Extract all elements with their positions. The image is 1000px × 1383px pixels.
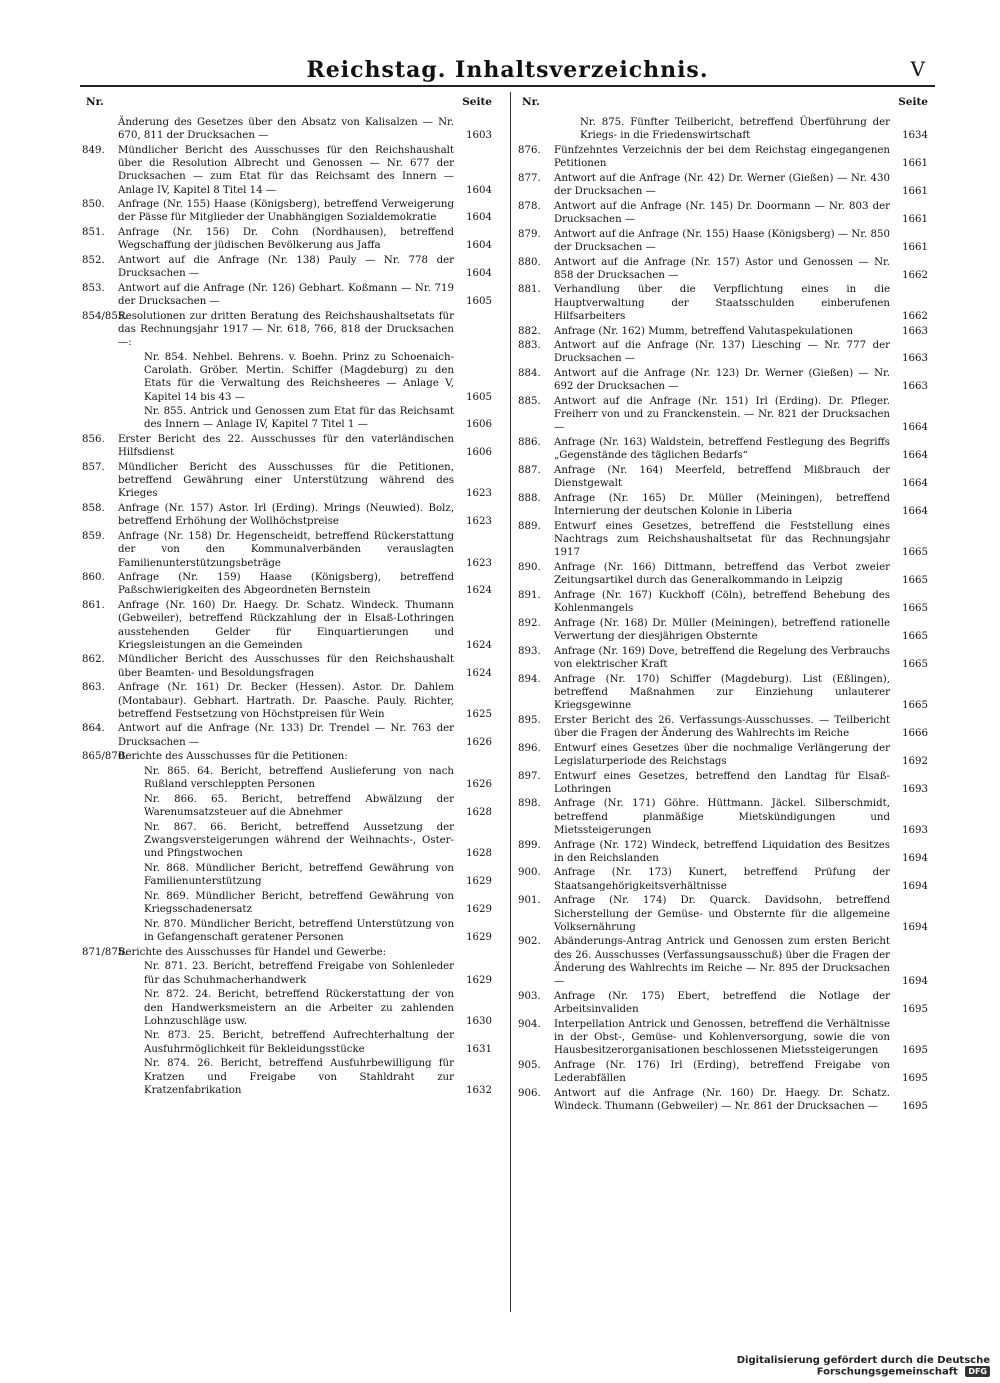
entry-page: 1625 xyxy=(466,708,492,720)
entry-text: Anfrage (Nr. 158) Dr. Hegenscheidt, betreffend Rückerstattung der von den Kommunalverbänden verauslagten Familienunterstützungsbeträge xyxy=(118,531,454,569)
toc-entry xyxy=(82,918,492,944)
entry-text: Nr. 855. Antrick und Genossen zum Etat für das Reichsamt des Innern — Anlage IV, Kapitel 7 Titel 1 — xyxy=(144,406,454,431)
entry-text: Anfrage (Nr. 157) Astor. Irl (Erding). Mrings (Neuwied). Bolz, betreffend Erhöhung der Wollhöchstpreise xyxy=(118,503,454,528)
entry-text: Nr. 874. 26. Bericht, betreffend Ausfuhrbewilligung für Kratzen und Freigabe von Stahldraht zur Kratzenfabrikation xyxy=(144,1058,454,1096)
toc-entry xyxy=(518,714,928,740)
toc-entry xyxy=(518,520,928,560)
toc-entry xyxy=(82,653,492,679)
toc-entry xyxy=(82,1029,492,1055)
entry-page: 1623 xyxy=(466,488,492,500)
entry-number: 902. xyxy=(518,936,541,948)
entry-text: Antwort auf die Anfrage (Nr. 126) Gebhart. Koßmann — Nr. 719 der Drucksachen — xyxy=(118,282,454,308)
entry-page: 1662 xyxy=(902,310,928,322)
entry-text: Nr. 873. 25. Bericht, betreffend Aufrechterhaltung der Ausfuhrmöglichkeit für Bekleidungsstücke xyxy=(144,1030,454,1055)
entry-text: Anfrage (Nr. 160) Dr. Haegy. Dr. Schatz. Windeck. Thumann (Gebweiler), betreffend Rückzahlung der in Elsaß-Lothringen ausstehenden Gelder für Einquartierungen und Kriegsleistungen an die Gemeinden xyxy=(118,600,454,651)
entry-number: 851. xyxy=(82,227,105,239)
entry-page: 1629 xyxy=(466,876,492,888)
toc-entry xyxy=(518,561,928,587)
entry-number: 899. xyxy=(518,839,541,851)
entry-text: Nr. 867. 66. Bericht, betreffend Aussetzung der Zwangsversteigerungen während der Weihnachts-, Oster- und Pfingstwochen xyxy=(144,821,454,860)
entry-text: Anfrage (Nr. 156) Dr. Cohn (Nordhausen), betreffend Wegschaffung der jüdischen Bevölkerung aus Jaffa xyxy=(118,227,454,252)
toc-entry xyxy=(518,367,928,393)
entry-text: Anfrage (Nr. 159) Haase (Königsberg), betreffend Paßschwierigkeiten des Abgeordneten Bernstein xyxy=(118,572,454,597)
entry-text: Anfrage (Nr. 169) Dove, betreffend die Regelung des Verbrauchs von elektrischer Kraft xyxy=(554,645,890,670)
entry-text: Anfrage (Nr. 174) Dr. Quarck. Davidsohn, betreffend Sicherstellung der Gemüse- und Obsternte für die allgemeine Volksernährung xyxy=(554,895,890,933)
entry-text: Abänderungs-Antrag Antrick und Genossen zum ersten Bericht des 26. Ausschusses (Verfassungsausschuß) über die Fragen der Änderung des Wahlrechts im Reiche — Nr. 895 der Drucksachen — xyxy=(554,936,890,988)
entry-page: 1661 xyxy=(902,158,928,170)
entry-number: 860. xyxy=(82,572,105,584)
toc-entry xyxy=(518,116,928,142)
entry-text: Anfrage (Nr. 162) Mumm, betreffend Valutaspekulationen xyxy=(554,325,854,337)
entry-text: Anfrage (Nr. 166) Dittmann, betreffend das Verbot zweier Zeitungsartikel durch das Generalkommando in Leipzig xyxy=(554,562,890,587)
entry-page: 1605 xyxy=(466,296,492,308)
entry-number: 853. xyxy=(82,282,105,294)
entry-page: 1694 xyxy=(902,976,928,988)
entry-page: 1661 xyxy=(902,241,928,253)
entry-text: Anfrage (Nr. 163) Waldstein, betreffend Festlegung des Begriffs „Gegenstände des täglichen Bedarfs“ xyxy=(554,437,890,462)
entry-number: 881. xyxy=(518,284,541,296)
entry-page: 1630 xyxy=(466,1015,492,1027)
right-column-header xyxy=(518,96,928,112)
entry-number: 894. xyxy=(518,673,541,685)
entry-page: 1629 xyxy=(466,974,492,986)
toc-entry xyxy=(82,226,492,252)
entry-page: 1626 xyxy=(466,736,492,748)
entry-text: Fünfzehntes Verzeichnis der bei dem Reichstag eingegangenen Petitionen xyxy=(554,144,890,170)
entry-page: 1692 xyxy=(902,755,928,767)
toc-entry xyxy=(518,144,928,170)
toc-entry xyxy=(518,770,928,796)
entry-text: Antwort auf die Anfrage (Nr. 157) Astor und Genossen — Nr. 858 der Drucksachen — xyxy=(554,256,890,281)
toc-entry xyxy=(518,325,928,338)
entry-number: 904. xyxy=(518,1018,541,1030)
entry-text: Anfrage (Nr. 176) Irl (Erding), betreffend Freigabe von Lederabfällen xyxy=(554,1059,890,1085)
entry-page: 1662 xyxy=(902,269,928,281)
toc-entry xyxy=(82,282,492,308)
entry-number: 886. xyxy=(518,437,541,449)
toc-entry xyxy=(518,673,928,713)
entry-number: 906. xyxy=(518,1087,541,1099)
toc-entry xyxy=(518,200,928,226)
toc-entry xyxy=(82,946,492,959)
entry-page: 1632 xyxy=(466,1084,492,1096)
entry-page: 1665 xyxy=(902,603,928,615)
entry-number: 887. xyxy=(518,465,541,477)
entry-text: Entwurf eines Gesetzes über die nochmalige Verlängerung der Legislaturperiode des Reichstags xyxy=(554,742,890,767)
entry-number: 888. xyxy=(518,492,541,504)
entry-number: 900. xyxy=(518,867,541,879)
entry-text: Berichte des Ausschusses für Handel und Gewerbe: xyxy=(118,946,387,958)
entry-text: Erster Bericht des 26. Verfassungs-Ausschusses. — Teilbericht über die Fragen der Änderung des Wahlrechts im Reiche xyxy=(554,714,890,739)
entry-page: 1665 xyxy=(902,700,928,712)
entry-number: 852. xyxy=(82,255,105,267)
entry-page: 1693 xyxy=(902,824,928,836)
entry-page: 1664 xyxy=(902,422,928,434)
toc-entry xyxy=(82,144,492,197)
entry-text: Nr. 865. 64. Bericht, betreffend Auslieferung von nach Rußland verschleppten Personen xyxy=(144,766,454,791)
page-title: Reichstag. Inhaltsverzeichnis. xyxy=(306,57,709,83)
entry-page: 1694 xyxy=(902,880,928,892)
entry-text: Interpellation Antrick und Genossen, betreffend die Verhältnisse in der Obst-, Gemüse- und Kohlenversorgung, sowie die von Hausbesitzerorganisationen beschlossenen Mietssteigerungen xyxy=(554,1018,890,1057)
entry-page: 1624 xyxy=(466,585,492,597)
entry-page: 1604 xyxy=(466,212,492,224)
entry-text: Nr. 854. Nehbel. Behrens. v. Boehn. Prinz zu Schoenaich-Carolath. Gröber. Mertin. Schiffer (Magdeburg) zu den Etats für die Verwaltung des Reichsheeres — Anlage V, Kapitel 14 bis 43 — xyxy=(144,351,454,403)
entry-text: Anfrage (Nr. 172) Windeck, betreffend Liquidation des Besitzes in den Reichslanden xyxy=(554,839,890,864)
entry-text: Resolutionen zur dritten Beratung des Reichshaushaltsetats für das Rechnungsjahr 1917 — Nr. 618, 766, 818 der Drucksachen —: xyxy=(118,310,454,349)
entry-text: Nr. 871. 23. Bericht, betreffend Freigabe von Sohlenleder für das Schuhmacherhandwerk xyxy=(144,961,454,986)
entry-text: Antwort auf die Anfrage (Nr. 138) Pauly — Nr. 778 der Drucksachen — xyxy=(118,255,454,280)
entry-text: Nr. 868. Mündlicher Bericht, betreffend Gewährung von Familienunterstützung xyxy=(144,862,454,888)
toc-entry xyxy=(518,645,928,671)
entry-page: 1693 xyxy=(902,783,928,795)
entry-text: Nr. 870. Mündlicher Bericht, betreffend Unterstützung von in Gefangenschaft geratener Personen xyxy=(144,918,454,943)
entry-page: 1665 xyxy=(902,631,928,643)
left-column xyxy=(82,96,492,1098)
entry-page: 1666 xyxy=(902,727,928,739)
entry-number: 896. xyxy=(518,742,541,754)
toc-entry xyxy=(518,839,928,865)
toc-entry xyxy=(518,1059,928,1085)
entry-number: 859. xyxy=(82,531,105,543)
toc-entry xyxy=(518,935,928,988)
entry-text: Anfrage (Nr. 173) Kunert, betreffend Prüfung der Staatsangehörigkeitsverhältnisse xyxy=(554,867,890,892)
entry-page: 1629 xyxy=(466,904,492,916)
entry-page: 1606 xyxy=(466,447,492,459)
entry-text: Entwurf eines Gesetzes, betreffend die Feststellung eines Nachtrags zum Reichshaushaltsetat für das Rechnungsjahr 1917 xyxy=(554,520,890,559)
entry-page: 1624 xyxy=(466,667,492,679)
toc-entry xyxy=(82,890,492,916)
entry-number: 890. xyxy=(518,562,541,573)
entry-page: 1604 xyxy=(466,268,492,280)
toc-entry xyxy=(518,395,928,435)
entry-page: 1695 xyxy=(902,1100,928,1112)
entry-page: 1604 xyxy=(466,240,492,252)
entry-number: 857. xyxy=(82,462,105,474)
toc-entry xyxy=(82,681,492,721)
toc-entry xyxy=(518,894,928,934)
entry-number: 892. xyxy=(518,617,541,629)
toc-entry xyxy=(82,722,492,748)
entry-page: 1664 xyxy=(902,450,928,462)
entry-text: Anfrage (Nr. 170) Schiffer (Magdeburg). List (Eßlingen), betreffend Maßnahmen zur Einziehung unlauterer Kriegsgewinne xyxy=(554,673,890,712)
entry-page: 1623 xyxy=(466,557,492,569)
toc-entry xyxy=(82,530,492,570)
entry-text: Nr. 866. 65. Bericht, betreffend Abwälzung der Warenumsatzsteuer auf die Abnehmer xyxy=(144,793,454,819)
entry-text: Anfrage (Nr. 168) Dr. Müller (Meiningen), betreffend rationelle Verwertung der diesjährigen Obsternte xyxy=(554,617,890,643)
entry-text: Mündlicher Bericht des Ausschusses für den Reichshaushalt über Beamten- und Besoldungsfragen xyxy=(118,654,454,679)
toc-entry xyxy=(82,988,492,1028)
entry-page: 1623 xyxy=(466,516,492,528)
entry-number: 876. xyxy=(518,144,541,156)
entry-text: Antwort auf die Anfrage (Nr. 133) Dr. Trendel — Nr. 763 der Drucksachen — xyxy=(118,723,454,748)
right-column xyxy=(518,96,928,1115)
toc-entry xyxy=(518,797,928,837)
entry-number: 889. xyxy=(518,520,541,532)
entry-page: 1665 xyxy=(902,575,928,587)
toc-entry xyxy=(82,310,492,350)
entry-number: 863. xyxy=(82,682,105,694)
entry-page: 1663 xyxy=(902,353,928,365)
page-header xyxy=(80,55,935,87)
entry-number: 849. xyxy=(82,144,105,156)
toc-entry xyxy=(518,436,928,462)
entry-page: 1605 xyxy=(466,391,492,403)
entry-text: Anfrage (Nr. 155) Haase (Königsberg), betreffend Verweigerung der Pässe für Mitglieder der Unabhängigen Sozialdemokratie xyxy=(118,199,454,224)
entry-number: 865/870. xyxy=(82,751,128,763)
entry-number: 861. xyxy=(82,600,105,612)
entry-page: 1631 xyxy=(466,1043,492,1055)
entry-number: 885. xyxy=(518,396,541,408)
toc-entry xyxy=(518,1018,928,1058)
seite-label: Seite xyxy=(462,96,492,108)
entry-text: Antwort auf die Anfrage (Nr. 155) Haase (Königsberg) — Nr. 850 der Drucksachen — xyxy=(554,228,890,253)
entry-page: 1694 xyxy=(902,852,928,864)
toc-entry xyxy=(82,599,492,652)
entry-text: Antwort auf die Anfrage (Nr. 137) Liesching — Nr. 777 der Drucksachen — xyxy=(554,340,890,365)
toc-entry xyxy=(518,589,928,615)
toc-entry xyxy=(82,433,492,459)
toc-entry xyxy=(82,793,492,819)
entry-number: 897. xyxy=(518,770,541,782)
entry-text: Anfrage (Nr. 161) Dr. Becker (Hessen). Astor. Dr. Dahlem (Montabaur). Gebhart. Hartrath. Dr. Paasche. Pauly. Richter, betreffend Festsetzung von Höchstpreisen für Wein xyxy=(118,682,454,720)
footer xyxy=(600,1355,990,1378)
entry-page: 1624 xyxy=(466,639,492,651)
entry-text: Nr. 875. Fünfter Teilbericht, betreffend Überführung der Kriegs- in die Friedenswirtschaft xyxy=(580,117,890,142)
entry-number: 882. xyxy=(518,325,541,337)
toc-entry xyxy=(82,254,492,280)
entry-text: Verhandlung über die Verpflichtung eines in die Hauptverwaltung der Staatsschulden einberufenen Hilfsarbeiters xyxy=(554,284,890,322)
entry-page: 1695 xyxy=(902,1073,928,1085)
toc-entry xyxy=(82,198,492,224)
toc-entry xyxy=(518,990,928,1016)
entry-number: 893. xyxy=(518,645,541,657)
entry-number: 877. xyxy=(518,172,541,184)
entry-page: 1663 xyxy=(902,325,928,337)
entry-number: 856. xyxy=(82,434,105,446)
toc-entry xyxy=(518,228,928,254)
toc-entry xyxy=(82,116,492,142)
left-entry-list xyxy=(82,116,492,1097)
entry-text: Antwort auf die Anfrage (Nr. 42) Dr. Werner (Gießen) — Nr. 430 der Drucksachen — xyxy=(554,172,890,198)
entry-number: 898. xyxy=(518,798,541,810)
entry-number: 891. xyxy=(518,589,541,601)
entry-page: 1695 xyxy=(902,1045,928,1057)
entry-page: 1661 xyxy=(902,213,928,225)
toc-entry xyxy=(82,862,492,888)
entry-number: 901. xyxy=(518,895,541,907)
toc-entry xyxy=(82,461,492,501)
entry-number: 862. xyxy=(82,654,105,666)
entry-page: 1665 xyxy=(902,547,928,559)
entry-text: Anfrage (Nr. 175) Ebert, betreffend die Notlage der Arbeitsinvaliden xyxy=(554,990,890,1015)
toc-entry xyxy=(518,742,928,768)
toc-entry xyxy=(518,464,928,490)
toc-entry xyxy=(82,1057,492,1097)
entry-page: 1663 xyxy=(902,381,928,393)
entry-number: 880. xyxy=(518,256,541,268)
entry-text: Änderung des Gesetzes über den Absatz von Kalisalzen — Nr. 670, 811 der Drucksachen — xyxy=(118,117,454,142)
entry-text: Berichte des Ausschusses für die Petitionen: xyxy=(118,751,348,763)
dfg-logo: DFG xyxy=(965,1366,990,1377)
nr-label: Nr. xyxy=(522,96,540,108)
entry-text: Mündlicher Bericht des Ausschusses für die Petitionen, betreffend Gewährung einer Unterstützung während des Krieges xyxy=(118,462,454,500)
toc-entry xyxy=(518,617,928,643)
entry-page: 1634 xyxy=(902,130,928,142)
entry-text: Nr. 872. 24. Bericht, betreffend Rückerstattung der von den Handwerksmeistern an die Arbeiter zu zahlenden Lohnzuschläge usw. xyxy=(144,989,454,1027)
entry-page: 1664 xyxy=(902,478,928,490)
toc-entry xyxy=(82,502,492,528)
entry-page: 1604 xyxy=(466,184,492,196)
entry-number: 850. xyxy=(82,199,105,211)
entry-text: Anfrage (Nr. 165) Dr. Müller (Meiningen), betreffend Internierung der deutschen Kolonie in Liberia xyxy=(554,492,890,518)
entry-number: 903. xyxy=(518,990,541,1002)
toc-entry xyxy=(518,339,928,365)
entry-text: Antwort auf die Anfrage (Nr. 123) Dr. Werner (Gießen) — Nr. 692 der Drucksachen — xyxy=(554,368,890,393)
entry-text: Antwort auf die Anfrage (Nr. 145) Dr. Doormann — Nr. 803 der Drucksachen — xyxy=(554,200,890,225)
entry-page: 1629 xyxy=(466,931,492,943)
entry-number: 858. xyxy=(82,503,105,515)
toc-entry xyxy=(518,256,928,282)
entry-text: Entwurf eines Gesetzes, betreffend den Landtag für Elsaß-Lothringen xyxy=(554,770,890,795)
page-number: V xyxy=(910,57,925,81)
toc-entry xyxy=(82,405,492,431)
toc-entry xyxy=(518,283,928,323)
toc-entry xyxy=(82,750,492,763)
entry-page: 1628 xyxy=(466,848,492,860)
entry-text: Anfrage (Nr. 171) Göhre. Hüttmann. Jäckel. Silberschmidt, betreffend planmäßige Mietskündigungen und Mietssteigerungen xyxy=(554,798,890,836)
entry-text: Erster Bericht des 22. Ausschusses für den vaterländischen Hilfsdienst xyxy=(118,434,454,459)
entry-number: 905. xyxy=(518,1059,541,1071)
column-divider xyxy=(510,92,511,1312)
toc-entry xyxy=(518,492,928,518)
nr-label: Nr. xyxy=(86,96,104,108)
toc-entry xyxy=(82,960,492,986)
entry-text: Nr. 869. Mündlicher Bericht, betreffend Gewährung von Kriegsschadenersatz xyxy=(144,890,454,916)
entry-text: Antwort auf die Anfrage (Nr. 160) Dr. Haegy. Dr. Schatz. Windeck. Thumann (Gebweiler) — Nr. 861 der Drucksachen — xyxy=(554,1087,890,1112)
toc-entry xyxy=(82,765,492,791)
entry-text: Anfrage (Nr. 164) Meerfeld, betreffend Mißbrauch der Dienstgewalt xyxy=(554,465,890,490)
entry-number: 878. xyxy=(518,200,541,212)
entry-page: 1664 xyxy=(902,506,928,518)
entry-number: 854/855. xyxy=(82,310,128,322)
entry-number: 871/875. xyxy=(82,946,128,958)
toc-entry xyxy=(518,866,928,892)
entry-page: 1606 xyxy=(466,419,492,431)
seite-label: Seite xyxy=(898,96,928,108)
right-entry-list xyxy=(518,116,928,1113)
entry-page: 1626 xyxy=(466,779,492,791)
entry-text: Antwort auf die Anfrage (Nr. 151) Irl (Erding). Dr. Pfleger. Freiherr von und zu Franckenstein. — Nr. 821 der Drucksachen — xyxy=(554,396,890,434)
entry-number: 883. xyxy=(518,340,541,352)
entry-number: 895. xyxy=(518,714,541,726)
entry-page: 1694 xyxy=(902,921,928,933)
entry-page: 1695 xyxy=(902,1004,928,1015)
footer-text: Digitalisierung gefördert durch die Deutsche Forschungsgemeinschaft xyxy=(736,1355,990,1378)
left-column-header xyxy=(82,96,492,112)
toc-entry xyxy=(82,351,492,404)
toc-entry xyxy=(82,571,492,597)
entry-page: 1661 xyxy=(902,186,928,198)
toc-entry xyxy=(518,1087,928,1113)
entry-page: 1603 xyxy=(466,130,492,142)
entry-page: 1665 xyxy=(902,658,928,670)
entry-number: 884. xyxy=(518,368,541,380)
entry-page: 1628 xyxy=(466,807,492,819)
entry-text: Anfrage (Nr. 167) Kuckhoff (Cöln), betreffend Behebung des Kohlenmangels xyxy=(554,589,890,615)
entry-number: 879. xyxy=(518,228,541,240)
toc-entry xyxy=(82,821,492,861)
toc-entry xyxy=(518,172,928,198)
entry-text: Mündlicher Bericht des Ausschusses für den Reichshaushalt über die Resolution Albrecht und Genossen — Nr. 677 der Drucksachen — zum Etat für das Reichsamt des Innern — Anlage IV, Kapitel 8 Titel 14 — xyxy=(118,144,454,196)
entry-number: 864. xyxy=(82,723,105,735)
